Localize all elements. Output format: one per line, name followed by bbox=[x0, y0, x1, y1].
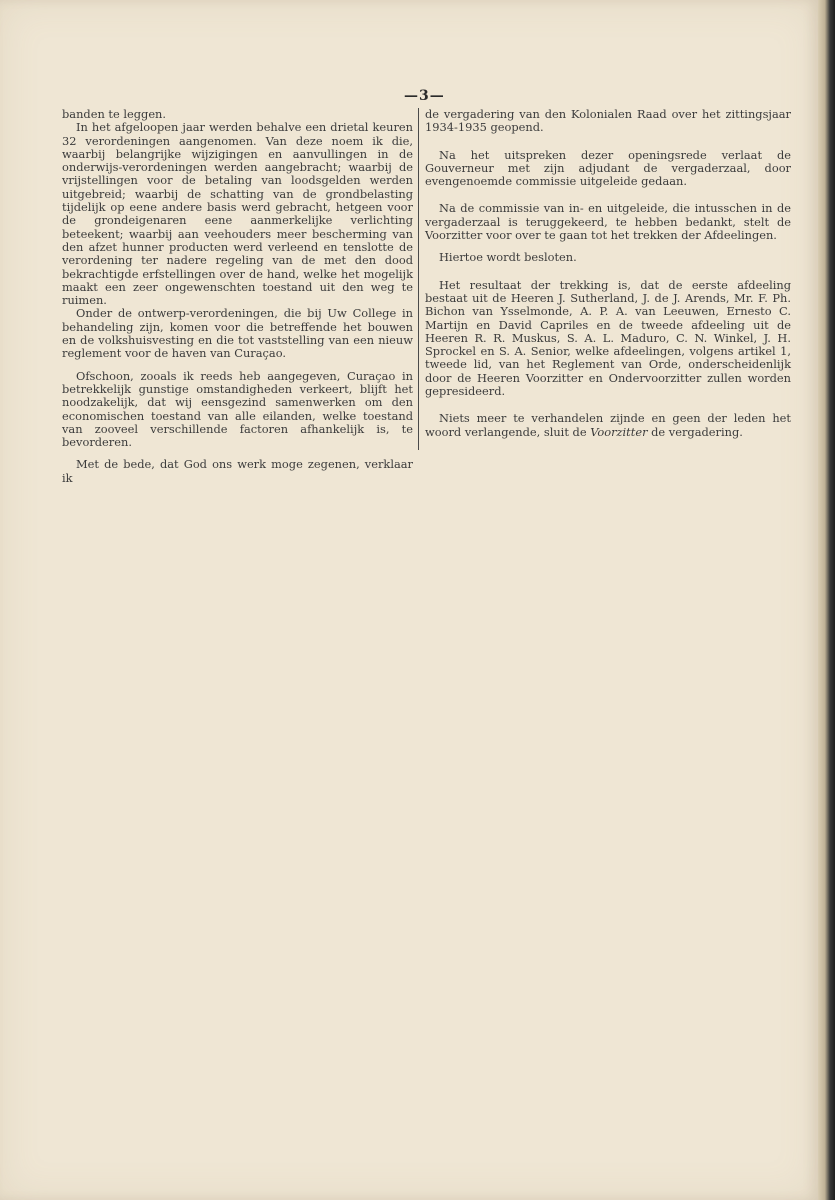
paragraph: In het afgeloopen jaar werden behalve een drietal keuren 32 verordeningen aangenomen. Van deze noem ik die, waarbij belangrijke wijzigingen en aanvullingen in de onderwijs-verordeningen werden aangebracht; waarbij de vrijstellingen voor de betaling van loodsgelden werden uitgebreid; waarbij de schatting van de grondbelasting tijdelijk op eene andere basis werd gebracht, hetgeen voor de grondeigenaren eene aanmerkelijke verlichting beteekent; waarbij aan veehouders meer bescherming van den afzet hunner producten werd verleend en tenslotte de verordening ter nadere regeling van de met den dood bekrachtigde erfstellingen over de hand, welke het mogelijk maakt een zeer ongewenschten toestand uit den weg te ruimen. bbox=[62, 120, 413, 308]
paragraph: Onder de ontwerp-verordeningen, die bij Uw College in behandeling zijn, komen voor die betreffende het bouwen en de volkshuisvesting en die tot vaststelling van een nieuw reglement voor de haven van Curaçao. bbox=[62, 306, 413, 361]
closing-text-end: de vergadering. bbox=[651, 424, 743, 439]
paragraph: de vergadering van den Kolonialen Raad over het zittingsjaar 1934-1935 geopend. bbox=[425, 107, 791, 135]
paragraph: Het resultaat der trekking is, dat de eerste afdeeling bestaat uit de Heeren J. Sutherland, J. de J. Arends, Mr. F. Ph. Bichon van Ysselmonde, A. P. A. van Leeuwen, Ernesto C. Martijn en David Capriles en de tweede afdeeling uit de Heeren R. R. Muskus, S. A. L. Maduro, C. N. Winkel, J. H. Sprockel en S. A. Senior, welke afdeelingen, volgens artikel 1, tweede lid, van het Reglement van Orde, onderscheidenlijk door de Heeren Voorzitter en Ondervoorzitter zullen worden gepresideerd. bbox=[425, 277, 791, 399]
paragraph: Hiertoe wordt besloten. bbox=[439, 250, 577, 265]
column-divider bbox=[418, 108, 419, 450]
page-edge bbox=[818, 0, 835, 1200]
paragraph: Na de commissie van in- en uitgeleide, die intusschen in de vergaderzaal is teruggekeerd, te hebben bedankt, stelt de Voorzitter voor over te gaan tot het trekken der Afdeelingen. bbox=[425, 201, 791, 243]
right-column bbox=[425, 108, 791, 439]
paragraph bbox=[425, 412, 791, 439]
paragraph: Met de bede, dat God ons werk moge zegenen, verklaar ik bbox=[62, 457, 413, 485]
paragraph: Na het uitspreken dezer openingsrede verlaat de Gouverneur met zijn adjudant de vergaderzaal, door evengenoemde commissie uitgeleide gedaan. bbox=[425, 147, 791, 189]
closing-text: Niets meer te verhandelen zijnde en geen der leden het woord verlangende, sluit de bbox=[425, 411, 791, 439]
left-column bbox=[62, 108, 413, 485]
paragraph: Ofschoon, zooals ik reeds heb aangegeven, Curaçao in betrekkelijk gunstige omstandigheden verkeert, blijft het noodzakelijk, dat wij eensgezind samenwerken om den economischen toestand van alle eilanden, welke toestand van zooveel verschillende factoren afhankelijk is, te bevorderen. bbox=[62, 368, 413, 450]
chairman-title: Voorzitter bbox=[590, 424, 648, 439]
page-number: —3— bbox=[404, 88, 445, 104]
paragraph: banden te leggen. bbox=[62, 107, 167, 121]
